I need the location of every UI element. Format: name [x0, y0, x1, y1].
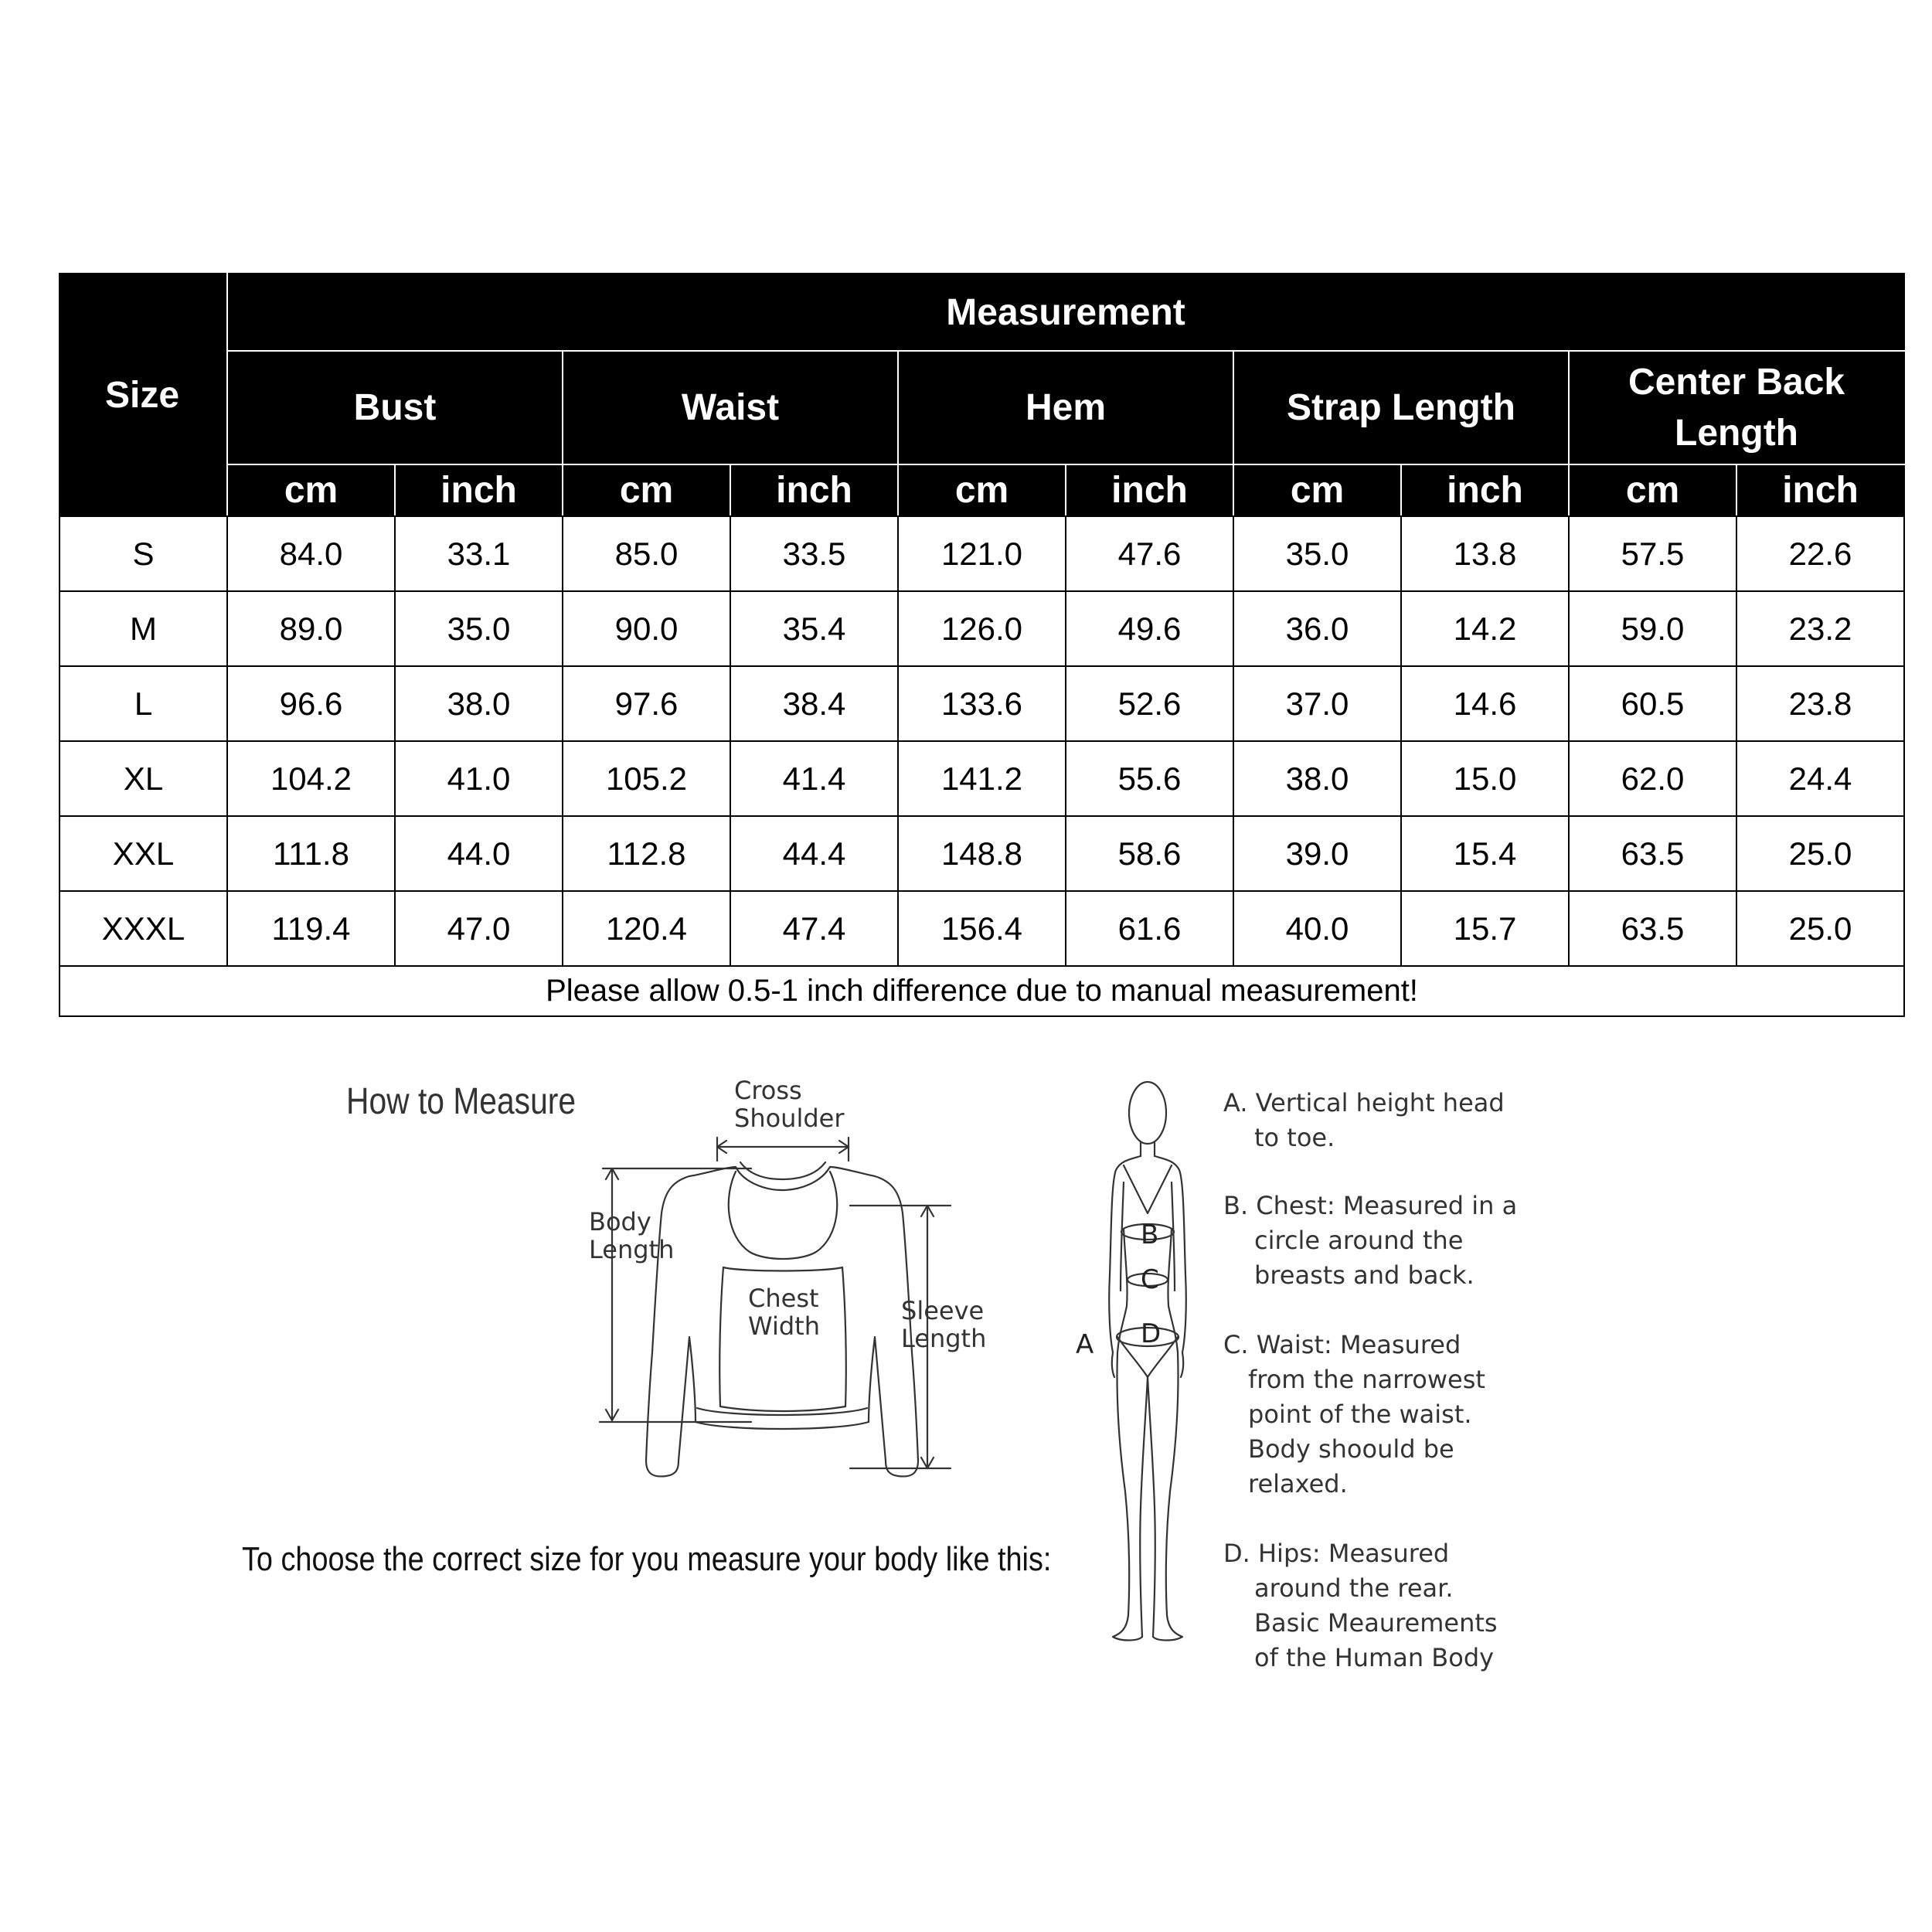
table-cell: 25.0 [1736, 816, 1904, 891]
table-cell: 40.0 [1233, 891, 1401, 966]
unit-header-cm: cm [563, 464, 730, 516]
size-chart-table [59, 273, 1905, 1017]
group-header-center-back-length: Center Back Length [1569, 351, 1904, 464]
table-cell: 111.8 [227, 816, 395, 891]
size-cell: L [60, 666, 227, 741]
table-cell: 47.6 [1066, 516, 1233, 591]
table-row [60, 666, 1904, 741]
note-b: B. Chest: Measured in a circle around the breasts and back. [1223, 1191, 1518, 1290]
table-cell: 38.0 [1233, 741, 1401, 816]
size-cell: XXL [60, 816, 227, 891]
unit-header-cm: cm [1569, 464, 1736, 516]
table-cell: 35.0 [395, 591, 563, 666]
table-cell: 133.6 [898, 666, 1066, 741]
table-cell: 52.6 [1066, 666, 1233, 741]
table-cell: 23.2 [1736, 591, 1904, 666]
table-cell: 96.6 [227, 666, 395, 741]
table-cell: 63.5 [1569, 891, 1736, 966]
table-cell: 119.4 [227, 891, 395, 966]
body-figure-diagram [1090, 1074, 1229, 1654]
size-cell: XXXL [60, 891, 227, 966]
body-letter-d: D [1141, 1318, 1162, 1349]
table-cell: 104.2 [227, 741, 395, 816]
size-cell: M [60, 591, 227, 666]
table-cell: 61.6 [1066, 891, 1233, 966]
table-cell: 13.8 [1401, 516, 1569, 591]
table-footnote: Please allow 0.5-1 inch difference due to manual measurement! [60, 966, 1904, 1016]
table-cell: 14.6 [1401, 666, 1569, 741]
table-cell: 44.0 [395, 816, 563, 891]
body-letter-b: B [1141, 1219, 1159, 1250]
unit-header-cm: cm [1233, 464, 1401, 516]
measurement-header: Measurement [227, 274, 1904, 351]
table-cell: 60.5 [1569, 666, 1736, 741]
table-cell: 41.4 [730, 741, 898, 816]
chest-width-label: Chest Width [748, 1284, 820, 1341]
unit-header-inch: inch [1736, 464, 1904, 516]
table-cell: 49.6 [1066, 591, 1233, 666]
table-cell: 97.6 [563, 666, 730, 741]
table-cell: 15.0 [1401, 741, 1569, 816]
body-letter-c: C [1141, 1264, 1159, 1295]
instruction-text: To choose the correct size for you measure your body like this: [242, 1540, 1052, 1578]
table-cell: 57.5 [1569, 516, 1736, 591]
table-cell: 141.2 [898, 741, 1066, 816]
table-cell: 25.0 [1736, 891, 1904, 966]
group-header-bust: Bust [227, 351, 563, 464]
table-cell: 112.8 [563, 816, 730, 891]
note-a: A. Vertical height head to toe. [1223, 1088, 1505, 1152]
table-cell: 156.4 [898, 891, 1066, 966]
table-cell: 35.4 [730, 591, 898, 666]
body-length-label: Body Length [589, 1207, 675, 1264]
unit-header-inch: inch [395, 464, 563, 516]
unit-header-cm: cm [227, 464, 395, 516]
table-cell: 38.4 [730, 666, 898, 741]
table-cell: 24.4 [1736, 741, 1904, 816]
table-cell: 47.0 [395, 891, 563, 966]
table-row [60, 741, 1904, 816]
table-cell: 105.2 [563, 741, 730, 816]
table-cell: 120.4 [563, 891, 730, 966]
size-cell: XL [60, 741, 227, 816]
body-letter-a: A [1076, 1329, 1094, 1360]
table-cell: 37.0 [1233, 666, 1401, 741]
cross-shoulder-label: Cross Shoulder [734, 1076, 845, 1133]
table-row [60, 516, 1904, 591]
table-cell: 22.6 [1736, 516, 1904, 591]
table-cell: 126.0 [898, 591, 1066, 666]
unit-header-cm: cm [898, 464, 1066, 516]
table-cell: 41.0 [395, 741, 563, 816]
table-cell: 15.7 [1401, 891, 1569, 966]
table-cell: 47.4 [730, 891, 898, 966]
table-cell: 38.0 [395, 666, 563, 741]
size-header: Size [60, 274, 227, 516]
table-cell: 89.0 [227, 591, 395, 666]
table-cell: 85.0 [563, 516, 730, 591]
table-cell: 33.1 [395, 516, 563, 591]
table-row [60, 591, 1904, 666]
table-cell: 14.2 [1401, 591, 1569, 666]
table-cell: 36.0 [1233, 591, 1401, 666]
group-header-strap-length: Strap Length [1233, 351, 1569, 464]
table-cell: 59.0 [1569, 591, 1736, 666]
table-cell: 121.0 [898, 516, 1066, 591]
table-cell: 23.8 [1736, 666, 1904, 741]
table-row [60, 891, 1904, 966]
group-header-hem: Hem [898, 351, 1233, 464]
table-cell: 148.8 [898, 816, 1066, 891]
size-cell: S [60, 516, 227, 591]
unit-header-inch: inch [1401, 464, 1569, 516]
table-cell: 55.6 [1066, 741, 1233, 816]
table-cell: 44.4 [730, 816, 898, 891]
table-cell: 63.5 [1569, 816, 1736, 891]
table-cell: 35.0 [1233, 516, 1401, 591]
table-cell: 15.4 [1401, 816, 1569, 891]
note-d: D. Hips: Measured around the rear. Basic Meaurements of the Human Body [1223, 1539, 1498, 1672]
unit-header-inch: inch [1066, 464, 1233, 516]
table-cell: 84.0 [227, 516, 395, 591]
table-row [60, 816, 1904, 891]
table-cell: 58.6 [1066, 816, 1233, 891]
table-cell: 62.0 [1569, 741, 1736, 816]
how-to-measure-title: How to Measure [346, 1081, 577, 1122]
note-c: C. Waist: Measured from the narrowest point of the waist. Body shoould be relaxed. [1223, 1330, 1485, 1498]
unit-header-inch: inch [730, 464, 898, 516]
table-cell: 90.0 [563, 591, 730, 666]
group-header-waist: Waist [563, 351, 898, 464]
sleeve-length-label: Sleeve Length [901, 1296, 987, 1353]
table-cell: 33.5 [730, 516, 898, 591]
table-cell: 39.0 [1233, 816, 1401, 891]
